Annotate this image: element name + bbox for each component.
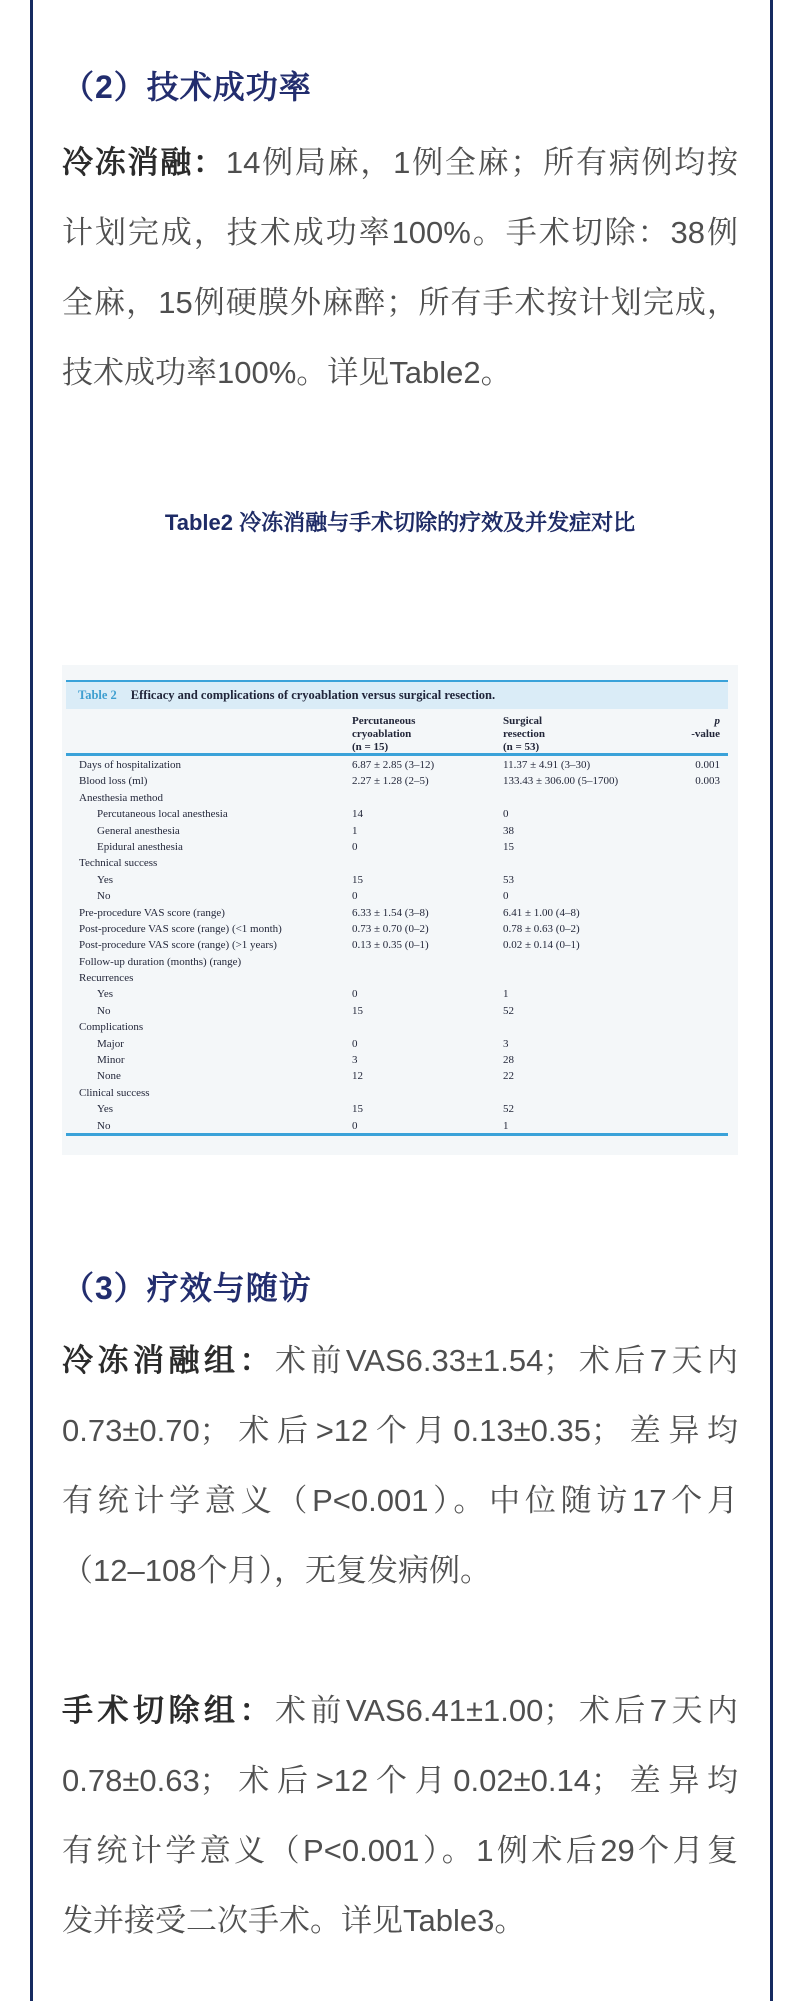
row-pvalue [654,1036,728,1052]
row-value-surgical [503,790,654,806]
row-value-cryoablation: 1 [352,824,358,837]
section-heading-technical-success: （2）技术成功率 [62,69,312,105]
paragraph-lead: 手术切除组： [62,1693,275,1728]
paragraph-line: （12–108个月），无复发病例。 [62,1553,491,1588]
table-row [66,1085,728,1101]
row-pvalue [654,790,728,806]
row-label: No [97,1004,111,1017]
table-row [66,1036,728,1052]
row-value-cryoablation: 0 [352,890,358,903]
row-label: Post-procedure VAS score (range) (>1 years) [79,939,277,952]
paragraph-surgical-group [62,1676,738,1956]
row-value-surgical: 52 [503,1004,514,1017]
table-row [66,1118,728,1134]
row-value-surgical: 53 [503,873,514,886]
row-pvalue [654,1085,728,1101]
row-label: Clinical success [79,1086,150,1099]
table-label: Table 2 [78,688,117,702]
table-row [66,757,728,773]
row-value-cryoablation: 15 [352,1004,363,1017]
row-pvalue [654,921,728,937]
row-value-surgical [503,1085,654,1101]
row-value-surgical: 38 [503,824,514,837]
paragraph-line: 0.78±0.63；术后>12个月0.02±0.14；差异均 [62,1763,738,1798]
table-header-row [66,715,728,754]
table-header-surgical: Surgical resection (n = 53) [503,715,545,753]
row-value-cryoablation: 0 [352,988,358,1001]
table-title-band [66,682,728,709]
row-label: Minor [97,1054,125,1067]
row-value-cryoablation: 2.27 ± 1.28 (2–5) [352,775,429,788]
paragraph-lead: 冷冻消融组： [62,1343,275,1378]
table2-rows [66,757,728,1134]
table2-figure-image[interactable] [62,665,738,1155]
table-row [66,1003,728,1019]
row-pvalue [654,954,728,970]
row-value-surgical: 1 [503,1119,509,1132]
row-value-surgical: 3 [503,1037,509,1050]
row-value-cryoablation: 0 [352,840,358,853]
table-row [66,954,728,970]
row-label: Technical success [79,857,158,870]
row-label: Major [97,1037,124,1050]
table-row [66,823,728,839]
paragraph-line [62,128,738,198]
row-label: Post-procedure VAS score (range) (<1 month) [79,922,282,935]
table-row [66,937,728,953]
row-label: None [97,1070,121,1083]
table-row [66,888,728,904]
row-value-surgical: 15 [503,840,514,853]
row-value-surgical: 22 [503,1070,514,1083]
table2-chinese-caption: Table2 冷冻消融与手术切除的疗效及并发症对比 [164,510,636,535]
row-label: No [97,890,111,903]
table-row [66,806,728,822]
row-value-surgical: 133.43 ± 306.00 (5–1700) [503,775,619,788]
row-pvalue [654,1118,728,1134]
paragraph-lead: 冷冻消融： [62,145,226,180]
row-label: Complications [79,1021,144,1034]
paragraph-line [62,1326,738,1396]
table-header-cryoablation: Percutaneous cryoablation (n = 15) [352,715,416,753]
paragraph-cryoablation-group [62,1326,738,1606]
row-value-cryoablation [352,790,503,806]
paragraph-line: 有统计学意义（P<0.001）。1例术后29个月复 [62,1833,738,1868]
table-row [66,790,728,806]
table-row [66,1052,728,1068]
row-value-surgical: 52 [503,1103,514,1116]
row-pvalue: 0.003 [695,775,720,788]
row-label: No [97,1119,111,1132]
row-label: Anesthesia method [79,791,164,804]
table-row [66,970,728,986]
row-label: Epidural anesthesia [97,840,183,853]
row-value-surgical: 11.37 ± 4.91 (3–30) [503,759,591,771]
paragraph-line: 计划完成，技术成功率100%。手术切除：38例 [62,215,738,250]
row-label: Blood loss (ml) [79,775,148,788]
row-pvalue [654,970,728,986]
table-title: Efficacy and complications of cryoablation versus surgical resection. [130,688,496,702]
row-pvalue [654,872,728,888]
row-value-cryoablation [352,954,503,970]
table-header-rule [66,753,728,756]
row-pvalue [654,823,728,839]
row-label: General anesthesia [97,824,180,837]
section-heading-efficacy-followup: （3）疗效与随访 [62,1270,312,1306]
row-label: Yes [97,873,114,886]
row-pvalue [654,1101,728,1117]
row-value-surgical: 0 [503,808,509,821]
table-row [66,839,728,855]
table-row [66,986,728,1002]
row-pvalue [654,1052,728,1068]
paragraph-text: 术前VAS6.41±1.00；术后7天内 [274,1693,739,1728]
paragraph-line: 有统计学意义（P<0.001）。中位随访17个月 [62,1483,738,1518]
row-pvalue [654,888,728,904]
row-value-cryoablation: 14 [352,808,363,821]
row-pvalue [654,806,728,822]
row-value-cryoablation [352,970,503,986]
table-row [66,905,728,921]
table-row [66,921,728,937]
row-pvalue: 0.001 [695,759,720,771]
row-pvalue [654,1003,728,1019]
table-row [66,773,728,789]
table-row [66,1019,728,1035]
row-label: Percutaneous local anesthesia [97,808,228,821]
row-value-surgical: 28 [503,1054,514,1067]
row-label: Days of hospitalization [79,759,182,771]
row-value-surgical: 0 [503,890,509,903]
paragraph-line: 发并接受二次手术。详见Table3。 [62,1903,526,1938]
page-right-border [770,0,773,2001]
table-row [66,872,728,888]
row-value-cryoablation: 3 [352,1054,358,1067]
row-value-cryoablation: 0 [352,1037,358,1050]
paragraph-technical-success [62,128,738,408]
row-pvalue [654,1068,728,1084]
row-pvalue [654,855,728,871]
row-pvalue [654,905,728,921]
paragraph-text: 术前VAS6.33±1.54；术后7天内 [274,1343,739,1378]
row-value-surgical: 1 [503,988,509,1001]
row-value-cryoablation [352,1019,503,1035]
paragraph-line: 0.73±0.70；术后>12个月0.13±0.35；差异均 [62,1413,738,1448]
row-pvalue [654,937,728,953]
row-value-cryoablation: 6.33 ± 1.54 (3–8) [352,906,429,919]
row-label: Recurrences [79,972,134,985]
row-value-cryoablation: 0 [352,1119,358,1132]
row-value-cryoablation: 15 [352,1103,363,1116]
row-pvalue [654,839,728,855]
row-pvalue [654,1019,728,1035]
row-value-surgical [503,970,654,986]
row-label: Follow-up duration (months) (range) [79,955,242,968]
row-label: Yes [97,988,114,1001]
row-value-surgical [503,855,654,871]
paragraph-text: 14例局麻，1例全麻；所有病例均按 [225,145,738,180]
paragraph-line: 全麻，15例硬膜外麻醉；所有手术按计划完成， [62,285,738,320]
table-header-pvalue: p -value [691,715,720,740]
page-left-border [30,0,33,2001]
row-pvalue [654,986,728,1002]
row-value-surgical [503,954,654,970]
row-value-surgical: 6.41 ± 1.00 (4–8) [503,906,580,919]
row-label: Pre-procedure VAS score (range) [79,906,225,919]
row-value-cryoablation: 6.87 ± 2.85 (3–12) [352,759,435,771]
paragraph-line [62,1676,738,1746]
paragraph-line: 技术成功率100%。详见Table2。 [62,355,512,390]
row-label: Yes [97,1103,114,1116]
row-value-surgical: 0.78 ± 0.63 (0–2) [503,922,580,935]
row-value-cryoablation: 0.13 ± 0.35 (0–1) [352,939,429,952]
row-value-cryoablation [352,855,503,871]
row-value-surgical [503,1019,654,1035]
table-row [66,855,728,871]
table-bottom-rule [66,1133,728,1136]
row-value-cryoablation: 15 [352,873,363,886]
table-row [66,1101,728,1117]
row-value-cryoablation: 12 [352,1070,363,1083]
row-value-cryoablation [352,1085,503,1101]
row-value-cryoablation: 0.73 ± 0.70 (0–2) [352,922,429,935]
table-row [66,1068,728,1084]
table-header-empty [79,715,352,754]
row-value-surgical: 0.02 ± 0.14 (0–1) [503,939,580,952]
